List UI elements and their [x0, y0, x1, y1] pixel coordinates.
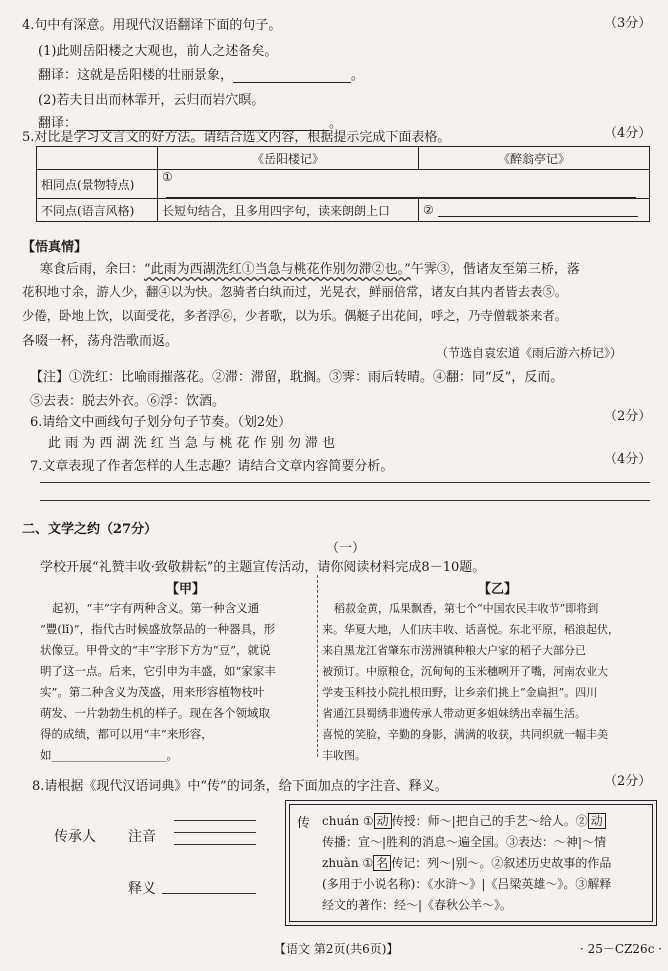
material-yi-label: 【乙】	[478, 582, 518, 597]
jia-line: 明了这一点。后来，它引申为丰盛，如“家家丰	[40, 664, 276, 678]
table-col-zuiwengting: 《醉翁亭记》	[419, 147, 650, 170]
similarity-answer-cell[interactable]	[158, 170, 650, 199]
dict-zhuan-line-2: (多用于小说名称)：《水浒～》|《吕梁英雄～》。③解释	[322, 877, 612, 891]
dict-chuan-line-1	[322, 812, 606, 829]
q5-title: 5.对比是学习文言文的好方法。请结合选文内容，根据提示完成下面表格。	[22, 130, 451, 145]
passage-line-3: 少倦，卧地上饮，以面受花，多者浮⑥，少者歌，以为乐。偶艇子出花间，呼之，乃寺僧载茶来者。	[22, 308, 568, 323]
yi-line: 稻菽金黄，瓜果飘香，第七个“中国农民丰收节”即将到	[334, 602, 599, 615]
q4-t2-prefix: 翻译：	[38, 116, 78, 131]
pinyin-line-1[interactable]	[174, 820, 256, 821]
row-label-similarity: 相同点(景物特点)	[37, 170, 158, 199]
q8-meaning-label: 释义	[128, 881, 156, 897]
jia-line: 得的成绩，都可以用“丰”来形容，	[40, 727, 213, 741]
part2-heading: 二、文学之约（27分）	[22, 522, 158, 537]
difference-blank[interactable]	[438, 204, 638, 217]
yi-line: 省通江县蜀绣非遗传承人带动更多姐妹绣出幸福生活。	[322, 707, 586, 720]
pos-tag-verb-2: 动	[588, 813, 606, 829]
footer-page-info: 【语文 第2页(共6页)】	[274, 942, 399, 956]
yi-line: 来自黑龙江省肇东市涝洲镇种粮大户家的稻子大部分已	[322, 644, 586, 657]
q8-title: 8.请根据《现代汉语词典》中“传”的词条，给下面加点的字注音、释义。	[32, 779, 448, 794]
q4-answer-blank-1[interactable]	[233, 68, 351, 83]
q6-sentence[interactable]: 此 雨 为 西 湖 洗 红 当 急 与 桃 花 作 别 勿 滞 也	[48, 436, 336, 451]
jia-line: 起初，“丰”字有两种含义。第一种含义通	[52, 601, 260, 615]
dict-chuan-pinyin: chuán	[322, 814, 360, 828]
q4-t1-prefix: 翻译：这就是岳阳楼的壮丽景象，	[38, 68, 234, 83]
q4-sentence-2: (2)若夫日出而林霏开，云归而岩穴暝。	[38, 93, 265, 108]
pinyin-line-3[interactable]	[174, 844, 256, 845]
q7-score: （4分）	[604, 452, 652, 467]
table-row-difference	[37, 199, 650, 222]
passage-line-1	[40, 258, 580, 277]
material-yi	[322, 598, 652, 766]
jia-line: 实”。第二种含义为茂盛，用来形容植物枝叶	[40, 685, 265, 699]
table-header-row	[37, 147, 650, 170]
table-col-yueyanglou: 《岳阳楼记》	[158, 147, 419, 170]
pos-tag-noun: 名	[373, 855, 391, 871]
q7-title: 7.文章表现了作者怎样的人生志趣？请结合文章内容简要分析。	[30, 459, 394, 474]
q7-answer-line-2[interactable]	[40, 500, 650, 501]
q4-score: （3分）	[604, 16, 652, 31]
q4-title: 4.句中有深意。用现代汉语翻译下面的句子。	[22, 18, 282, 33]
dict-chuan-sense1: 传授：师～|把自己的手艺～给人。②	[391, 814, 588, 828]
q4-t2-suffix: 。	[329, 116, 343, 131]
passage-line-4: 各啜一杯，荡舟浩歌而返。	[22, 334, 179, 349]
dict-zhuan-pinyin: zhuàn	[322, 856, 359, 870]
row-label-difference: 不同点(语言风格)	[37, 199, 158, 222]
annotation-line-1: 【注】①洗红：比喻雨摧落花。②滞：滞留，耽搁。③霁：雨后转晴。④翻：同“反”，反而。	[30, 370, 564, 385]
mark-2: ②	[423, 203, 434, 217]
underlined-sentence: “此雨为西湖洗红①当急与桃花作别勿滞②也。”	[144, 262, 411, 277]
comparison-table	[36, 146, 650, 222]
q6-score: （2分）	[604, 409, 652, 424]
jia-line: “豐(lǐ)”，指代古时候盛放祭品的一种器具，形	[40, 622, 276, 636]
yi-line: 喜悦的笑脸，辛勤的身影，满满的收获，共同织就一幅丰美	[322, 728, 608, 741]
footer-code: · 25－CZ26c ·	[580, 942, 663, 956]
dict-zhuan-sense1-num: ①	[362, 856, 374, 870]
part2-subheading: （一）	[326, 541, 366, 556]
q7-answer-line-1[interactable]	[40, 482, 650, 483]
meaning-answer-line[interactable]	[162, 893, 256, 894]
q8-word: 传承人	[54, 829, 96, 845]
annotation-line-2: ⑤去表：脱去外衣。⑥浮：饮酒。	[30, 394, 226, 409]
pos-tag-verb: 动	[374, 813, 392, 829]
material-jia	[40, 598, 310, 766]
similarity-blank[interactable]	[166, 185, 636, 198]
jia-line: 状像豆。甲骨文的“丰”字形下方为“豆”，就说	[40, 643, 271, 657]
material-jia-label: 【甲】	[166, 582, 206, 597]
q4-t1-suffix: 。	[351, 68, 365, 83]
passage-start: 寒食后雨，余曰：	[40, 262, 145, 277]
q8-pinyin-label: 注音	[128, 829, 156, 845]
q6-title: 6.请给文中画线句子划分句子节奏。（划2处）	[30, 415, 292, 430]
q4-translation-1	[38, 64, 364, 83]
jia-line: 萌发、一片勃勃生机的样子。现在各个领域取	[40, 706, 270, 720]
dict-zhuan-sense1: 传记：列～|别～。②叙述历史故事的作品	[391, 856, 612, 870]
section-heading-wuzhenqing: 【悟真情】	[22, 240, 88, 255]
q4-sentence-1: (1)此则岳阳楼之大观也，前人之述备矣。	[38, 44, 278, 59]
part2-intro: 学校开展“礼赞丰收·致敬耕耘”的主题宣传活动，请你阅读材料完成8－10题。	[40, 560, 486, 575]
dict-chuan-line-2: 传播：宣～|胜利的消息～遍全国。③表达：～神|～情	[322, 835, 607, 849]
dict-zhuan-line-3: 经文的著作：经～|《春秋公羊～》。	[322, 898, 513, 912]
table-row-similarity	[37, 170, 650, 199]
table-corner-cell	[37, 147, 158, 170]
pinyin-line-2[interactable]	[174, 832, 256, 833]
mark-1: ①	[162, 170, 173, 184]
yi-line: 来。华夏大地，人们庆丰收、话喜悦。东北平原，稻浪起伏，	[322, 623, 619, 636]
q8-score: （2分）	[604, 774, 652, 789]
dict-headword: 传	[297, 816, 311, 831]
passage-rest-1: 午霁③，偕诸友至第三桥，落	[410, 262, 580, 277]
passage-line-2: 花积地寸余，游人少，翻④以为快。忽骑者白纨而过，光晃衣，鲜丽倍常，诸友白其内者皆去表⑤。	[22, 284, 568, 299]
dict-zhuan-line-1	[322, 854, 611, 871]
passage-source: （节选自袁宏道《雨后游六桥记》）	[436, 346, 623, 360]
yi-line: 丰收图。	[322, 749, 366, 762]
jia-line-blank[interactable]: 如____________________。	[40, 748, 178, 762]
dict-chuan-sense1-num: ①	[362, 814, 374, 828]
difference-yueyanglou-cell: 长短句结合，且多用四字句，读来朗朗上口	[158, 199, 419, 222]
yi-line: 学麦玉科技小院扎根田野，让乡亲们挑上“金扁担”。四川	[322, 686, 598, 699]
difference-answer-cell[interactable]	[419, 199, 650, 222]
yi-line: 被预订。中原粮仓，沉甸甸的玉米穗咧开了嘴，河南农业大	[322, 665, 608, 678]
q5-score: （4分）	[604, 126, 652, 141]
materials-divider	[317, 575, 318, 757]
